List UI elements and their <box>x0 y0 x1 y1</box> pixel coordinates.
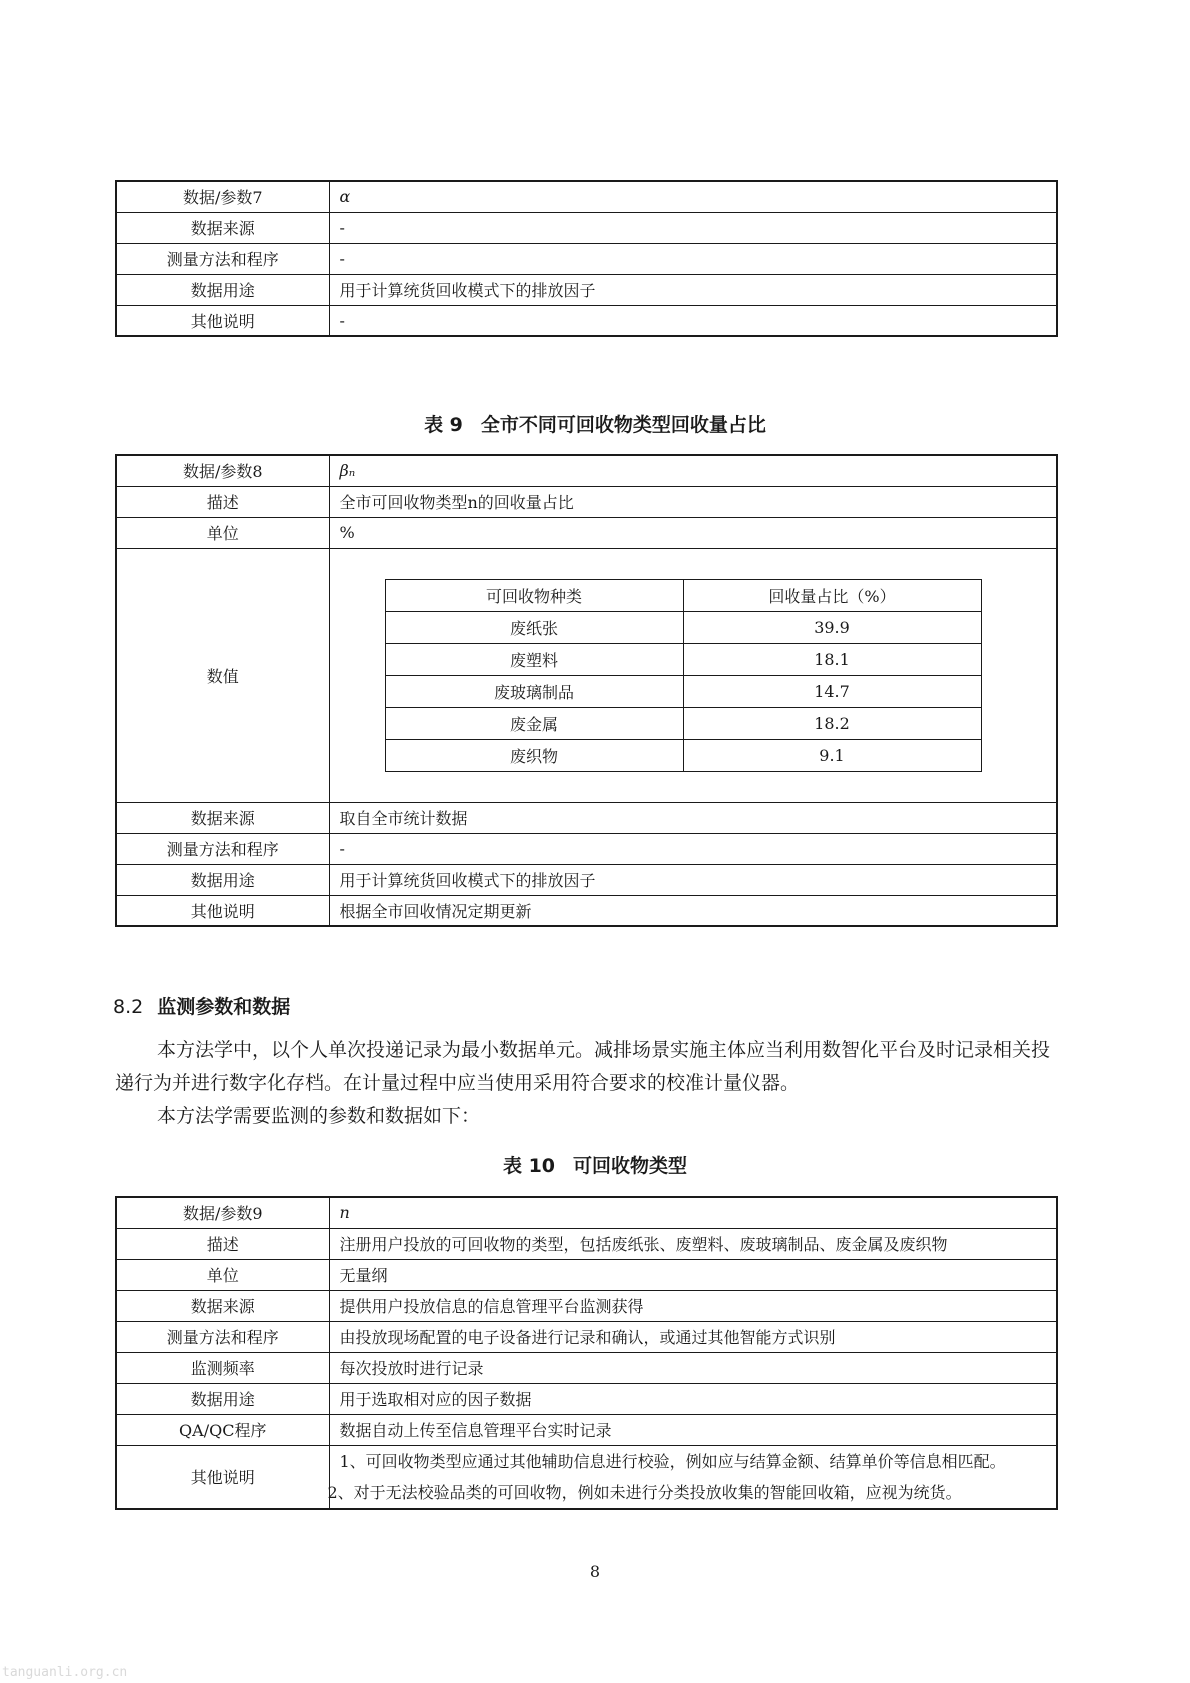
category-cell: 废玻璃制品 <box>385 675 683 707</box>
category-cell: 废塑料 <box>385 643 683 675</box>
table-9-caption <box>0 410 1190 437</box>
category-cell: 废纸张 <box>385 611 683 643</box>
row-key: QA/QC程序 <box>116 1414 329 1445</box>
row-value: - <box>329 212 1057 243</box>
row-key: 数据/参数7 <box>116 181 329 212</box>
row-value: 数据自动上传至信息管理平台实时记录 <box>329 1414 1057 1445</box>
row-key: 描述 <box>116 486 329 517</box>
page-number: 8 <box>589 1562 601 1581</box>
column-header: 可回收物种类 <box>385 579 683 611</box>
recycling-share-table <box>385 579 982 772</box>
row-key: 描述 <box>116 1228 329 1259</box>
table-row <box>116 274 1057 305</box>
table-row <box>116 305 1057 336</box>
table-9 <box>115 454 1058 927</box>
table-10 <box>115 1196 1058 1510</box>
table-row <box>116 1414 1057 1445</box>
row-key: 数据用途 <box>116 1383 329 1414</box>
row-key: 数据/参数9 <box>116 1197 329 1228</box>
note-line: 2、对于无法校验品类的可回收物，例如未进行分类投放收集的智能回收箱，应视为统货。 <box>327 1482 962 1502</box>
paragraph: 本方法学中，以个人单次投递记录为最小数据单元。减排场景实施主体应当利用数智化平台及时记录相关投递行为并进行数字化存档。在计量过程中应当使用采用符合要求的校准计量仪器。 <box>115 1039 1051 1094</box>
section-title: 监测参数和数据 <box>157 996 291 1018</box>
row-key: 测量方法和程序 <box>116 833 329 864</box>
row-key: 数据用途 <box>116 864 329 895</box>
table-row <box>116 548 1057 802</box>
inner-row <box>385 643 981 675</box>
inner-row <box>385 707 981 739</box>
inner-row <box>385 611 981 643</box>
row-key: 数据/参数8 <box>116 455 329 486</box>
row-value: 取自全市统计数据 <box>329 802 1057 833</box>
row-key: 数据来源 <box>116 212 329 243</box>
share-cell: 18.1 <box>683 643 981 675</box>
table-row <box>116 212 1057 243</box>
section-heading <box>113 992 290 1019</box>
row-value: 每次投放时进行记录 <box>329 1352 1057 1383</box>
table-row <box>116 243 1057 274</box>
table-row <box>116 1290 1057 1321</box>
row-value <box>329 1445 1057 1509</box>
table-row <box>116 181 1057 212</box>
row-value: βₙ <box>329 455 1057 486</box>
table-row <box>116 833 1057 864</box>
row-value: 全市可回收物类型n的回收量占比 <box>329 486 1057 517</box>
row-value: - <box>329 243 1057 274</box>
row-key: 测量方法和程序 <box>116 1321 329 1352</box>
row-value: α <box>329 181 1057 212</box>
table-row <box>116 1197 1057 1228</box>
inner-row <box>385 739 981 771</box>
paragraph: 本方法学需要监测的参数和数据如下： <box>157 1105 481 1127</box>
row-value: % <box>329 517 1057 548</box>
share-cell: 9.1 <box>683 739 981 771</box>
table-row <box>116 455 1057 486</box>
row-value: 用于选取相对应的因子数据 <box>329 1383 1057 1414</box>
row-value: 由投放现场配置的电子设备进行记录和确认，或通过其他智能方式识别 <box>329 1321 1057 1352</box>
table-title: 全市不同可回收物类型回收量占比 <box>480 414 766 436</box>
row-key: 其他说明 <box>116 895 329 926</box>
row-key: 单位 <box>116 1259 329 1290</box>
row-key: 数值 <box>116 548 329 802</box>
row-key: 数据用途 <box>116 274 329 305</box>
table-row <box>116 802 1057 833</box>
table-row <box>116 1228 1057 1259</box>
row-value: - <box>329 833 1057 864</box>
table-row <box>116 517 1057 548</box>
table-row <box>116 1352 1057 1383</box>
row-value: 注册用户投放的可回收物的类型，包括废纸张、废塑料、废玻璃制品、废金属及废织物 <box>329 1228 1057 1259</box>
row-key: 数据来源 <box>116 1290 329 1321</box>
share-cell: 39.9 <box>683 611 981 643</box>
share-cell: 18.2 <box>683 707 981 739</box>
row-value: n <box>329 1197 1057 1228</box>
table-row <box>116 1259 1057 1290</box>
table-row <box>116 1445 1057 1509</box>
table-number: 表 9 <box>424 414 463 436</box>
note-line: 1、可回收物类型应通过其他辅助信息进行校验，例如应与结算金额、结算单价等信息相匹配。 <box>339 1451 1006 1471</box>
section-number: 8.2 <box>113 996 144 1018</box>
category-cell: 废织物 <box>385 739 683 771</box>
watermark: tanguanli.org.cn <box>2 1665 128 1680</box>
share-cell: 14.7 <box>683 675 981 707</box>
column-header: 回收量占比（%） <box>683 579 981 611</box>
inner-row <box>385 675 981 707</box>
row-value: - <box>329 305 1057 336</box>
table-row <box>116 1321 1057 1352</box>
row-value: 根据全市回收情况定期更新 <box>329 895 1057 926</box>
table-10-caption <box>0 1151 1190 1178</box>
row-key: 单位 <box>116 517 329 548</box>
table-number: 表 10 <box>502 1155 556 1177</box>
row-value: 用于计算统货回收模式下的排放因子 <box>329 864 1057 895</box>
row-value: 提供用户投放信息的信息管理平台监测获得 <box>329 1290 1057 1321</box>
table-row <box>116 486 1057 517</box>
row-key: 监测频率 <box>116 1352 329 1383</box>
category-cell: 废金属 <box>385 707 683 739</box>
table-row <box>116 864 1057 895</box>
table-title: 可回收物类型 <box>573 1155 688 1177</box>
row-key: 其他说明 <box>116 305 329 336</box>
row-value: 用于计算统货回收模式下的排放因子 <box>329 274 1057 305</box>
row-key: 数据来源 <box>116 802 329 833</box>
table-row <box>116 1383 1057 1414</box>
row-value <box>329 548 1057 802</box>
row-key: 测量方法和程序 <box>116 243 329 274</box>
parameter-7-table <box>115 180 1058 337</box>
row-key: 其他说明 <box>116 1445 329 1509</box>
row-value: 无量纲 <box>329 1259 1057 1290</box>
inner-header-row <box>385 579 981 611</box>
table-row <box>116 895 1057 926</box>
